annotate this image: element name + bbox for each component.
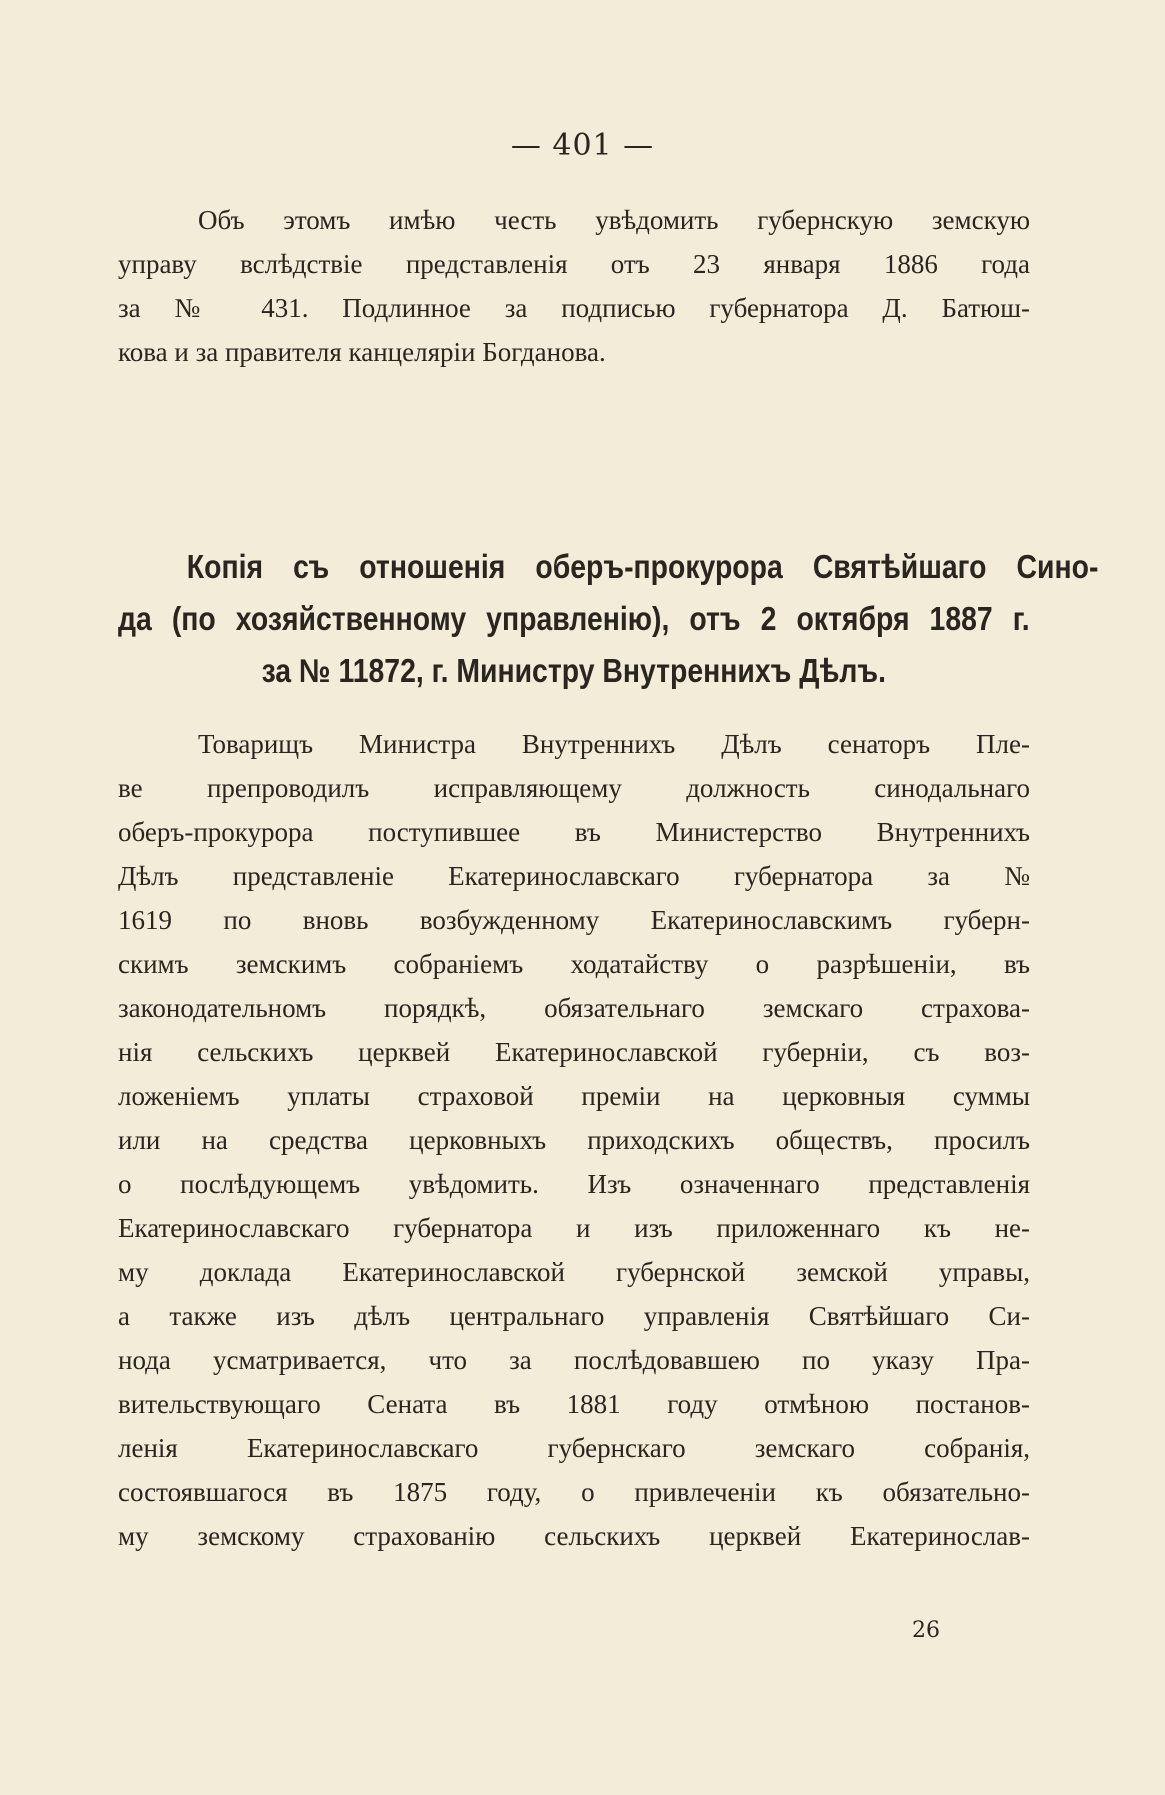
text-line: оберъ-прокурора поступившее въ Министерство Внутреннихъ [118,817,1030,847]
paragraph-body [118,722,1030,1558]
text-line: Товарищъ Министра Внутреннихъ Дѣлъ сенаторъ Пле- [198,729,1030,759]
sheet-number: 26 [912,1618,940,1643]
text-line: ложеніемъ уплаты страховой преміи на церковныя суммы [118,1081,1030,1111]
text-line: вительствующаго Сената въ 1881 году отмѣною постанов- [118,1389,1030,1419]
text-line: Екатеринославскаго губернатора и изъ приложеннаго къ не- [118,1213,1030,1243]
paragraph-notice [118,198,1030,374]
heading-line: да (по хозяйственному управленію), отъ 2 октября 1887 г. [118,600,1030,637]
text-line: Дѣлъ представленіе Екатеринославскаго губернатора за № [118,861,1030,891]
page-number: — 401 — [510,128,655,163]
text-line: скимъ земскимъ собраніемъ ходатайству о разрѣшеніи, въ [118,949,1030,979]
text-line: законодательномъ порядкѣ, обязательнаго земскаго страхова- [118,993,1030,1023]
text-line: а также изъ дѣлъ центральнаго управленія Святѣйшаго Си- [118,1301,1030,1331]
heading-line: Копія съ отношенія оберъ-прокурора Святѣйшаго Сино- [186,548,1099,585]
text-line: ве препроводилъ исправляющему должность синодальнаго [118,773,1030,803]
text-line: нода усматривается, что за послѣдовавшею по указу Пра- [118,1345,1030,1375]
heading-line: за № 11872, г. Министру Внутреннихъ Дѣлъ. [261,652,887,689]
text-line: кова и за правителя канцеляріи Богданова. [118,337,606,367]
text-line: ленія Екатеринославскаго губернскаго земскаго собранія, [118,1433,1030,1463]
text-line: му доклада Екатеринославской губернской земской управы, [118,1257,1030,1287]
text-line: или на средства церковныхъ приходскихъ обществъ, просилъ [118,1125,1030,1155]
text-line: Объ этомъ имѣю честь увѣдомить губернскую земскую [198,205,1030,235]
text-line: управу вслѣдствіе представленія отъ 23 января 1886 года [118,249,1030,279]
text-line: за № 431. Подлинное за подписью губернатора Д. Батюш- [118,293,1030,323]
text-line: нія сельскихъ церквей Екатеринославской губерніи, съ воз- [118,1037,1030,1067]
text-line: о послѣдующемъ увѣдомить. Изъ означеннаго представленія [118,1169,1030,1199]
text-line: му земскому страхованію сельскихъ церквей Екатеринослав- [118,1521,1030,1551]
text-line: 1619 по вновь возбужденному Екатеринославскимъ губерн- [118,905,1030,935]
text-line: состоявшагося въ 1875 году, о привлеченіи къ обязательно- [118,1477,1030,1507]
section-heading [118,541,1099,697]
